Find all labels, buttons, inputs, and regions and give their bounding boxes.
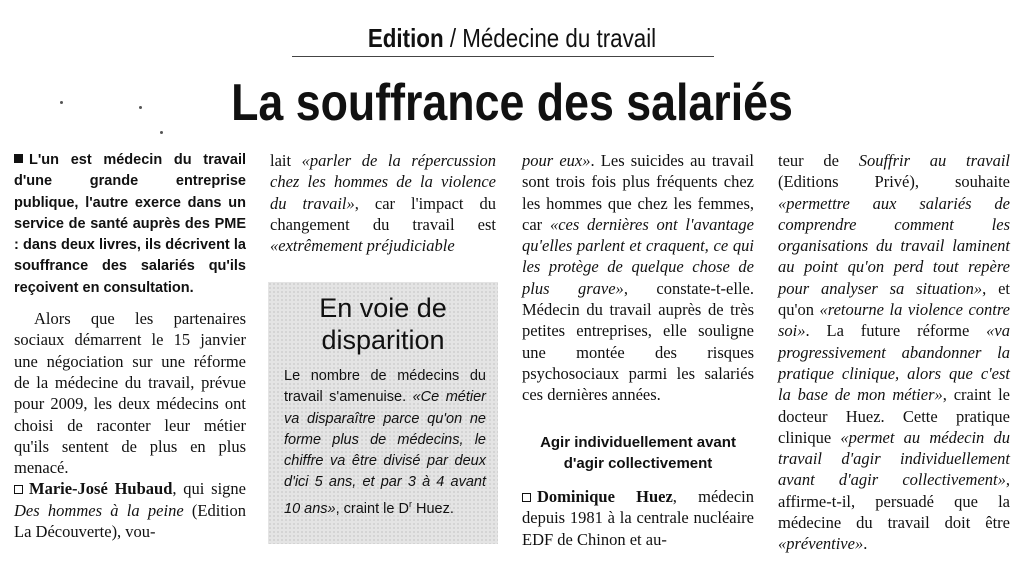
inset-title: En voie de disparition [319, 293, 447, 355]
text-run: (Edition La Découverte), vou- [14, 500, 246, 542]
text-run: Le nombre de médecins du travail s'amenuise. [284, 368, 486, 406]
subsection-name: Médecine du travail [462, 23, 657, 53]
quote: pour eux» [522, 151, 591, 170]
book-title: Souffrir au travail [858, 151, 1010, 170]
rubric-rule [292, 56, 714, 57]
column-3 [522, 150, 754, 406]
headline: La souffrance des salariés [231, 74, 793, 132]
quote: «permettre aux salariés de comprendre comment les organisations du travail laminent au point qu'on perd tout repère pour analyser sa situation» [778, 193, 1010, 298]
paragraph [14, 478, 246, 542]
quote: «parler de la répercussion chez les hommes de la violence du travail» [270, 151, 496, 213]
column-3-continued [522, 486, 754, 550]
text-run: , car l'impact du changement du travail est [270, 193, 497, 234]
quote: «Ce métier va disparaître parce qu'on ne forme plus de médecins, le chiffre va être divisé par deux d'ici 5 ans, et par 3 à 4 avant 10 ans» [284, 389, 486, 517]
text-run: (Editions Privé), souhaite [778, 172, 1010, 192]
paragraph [522, 486, 754, 550]
text-run: teur de [778, 151, 859, 170]
text-run: , qui signe [172, 479, 246, 499]
quote: «retourne la violence contre soi» [778, 300, 1010, 341]
square-bullet-icon [14, 154, 23, 163]
person-name: Dominique Huez [537, 487, 673, 506]
quote: «ces dernières ont l'avantage qu'elles parlent et craquent, ce qui les protège de quelque chose de plus grave» [522, 214, 754, 298]
text-run: , constate-t-elle. Médecin du travail auprès de très petites entreprises, elle souligne une montée des risques psychosociaux parmi les salariés ces dernières années. [522, 278, 754, 405]
quote: «permet au médecin du travail d'agir individuellement avant d'agir collectivement» [778, 427, 1010, 490]
rubric-separator: / [443, 23, 463, 53]
scan-speck [139, 106, 142, 109]
paragraph [778, 150, 1010, 555]
paragraph: Alors que les partenaires sociaux démarrent le 15 janvier une négociation sur une réforme de la médecine du travail, prévue pour 2009, les deux médecins ont choisi de raconter leur métier qu'ils sentent de plus en plus menacé. [14, 309, 246, 478]
subheading: Agir individuellement avant d'agir collectivement [540, 434, 736, 473]
column-2 [270, 150, 496, 256]
text-run: Huez. [411, 500, 454, 517]
text-run: . [863, 534, 868, 554]
column-1 [14, 150, 246, 542]
scan-speck [60, 101, 63, 104]
column-4 [778, 150, 1010, 555]
paragraph [522, 150, 754, 406]
lead-text: L'un est médecin du travail d'une grande entreprise publique, l'autre exerce dans un service de santé auprès des PME : dans deux livres, ils décrivent la souffrance des salariés qu'ils reçoivent en consultation. [14, 152, 246, 296]
text-run: . La future réforme [805, 321, 987, 341]
section-rubric [72, 22, 953, 54]
paragraph [270, 150, 496, 256]
open-square-bullet-icon [522, 493, 531, 502]
text-run: , et qu'on [778, 278, 1010, 320]
open-square-bullet-icon [14, 485, 23, 494]
text-run: , craint le docteur Huez. Cette pratique clinique [778, 385, 1010, 447]
quote: «extrêmement préjudiciable [270, 236, 455, 256]
superscript: r [408, 498, 412, 509]
lead-paragraph [14, 150, 246, 299]
section-name: Edition [367, 23, 444, 53]
inset-text [284, 366, 486, 520]
person-name: Marie-José Hubaud [29, 479, 173, 499]
quote: «va progressivement abandonner la pratique clinique, alors que c'est la base de mon métier» [778, 321, 1010, 405]
quote: «préventive» [778, 534, 864, 554]
scan-speck [160, 131, 163, 134]
text-run: . Les suicides au travail sont trois fois plus fréquents chez les hommes que chez les femmes, car [522, 151, 754, 234]
text-run: , médecin depuis 1981 à la centrale nucléaire EDF de Chinon et au- [522, 487, 755, 549]
text-run: lait [270, 151, 302, 170]
text-run: , affirme-t-il, persuadé que la médecine du travail doit être [778, 470, 1010, 533]
book-title: Des hommes à la peine [14, 500, 184, 520]
text-run: , craint le D [335, 500, 409, 517]
